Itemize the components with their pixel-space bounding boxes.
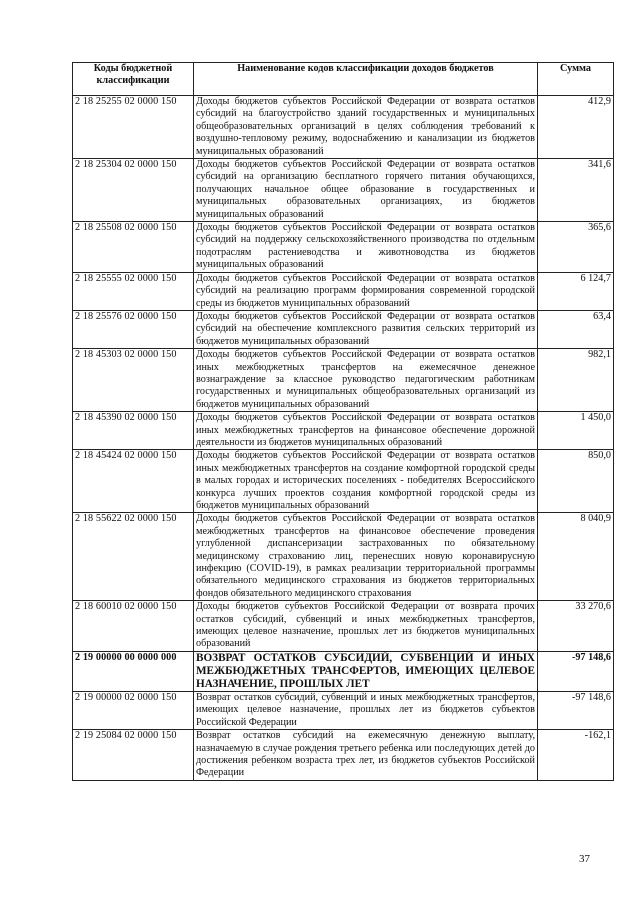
table-row-section-total xyxy=(73,651,614,691)
table-row xyxy=(73,96,614,159)
row-sum: 850,0 xyxy=(538,450,614,513)
table-row xyxy=(73,222,614,273)
row-code: 2 18 25576 02 0000 150 xyxy=(73,310,194,348)
row-description: Доходы бюджетов субъектов Российской Федерации от возврата прочих остатков субсидий, субвенций и иных межбюджетных трансфертов, имеющих целевое назначение, прошлых лет из бюджетов муниципальных образований xyxy=(194,601,538,652)
table-row xyxy=(73,349,614,412)
row-sum: 6 124,7 xyxy=(538,272,614,310)
row-description: Доходы бюджетов субъектов Российской Федерации от возврата остатков иных межбюджетных трансфертов на ежемесячное денежное вознаграждение за классное руководство педагогическим работникам государственных и муниципальных общеобразовательных организаций из бюджетов муниципальных образований xyxy=(194,349,538,412)
table-row xyxy=(73,159,614,222)
row-code: 2 18 25304 02 0000 150 xyxy=(73,159,194,222)
row-code: 2 18 45390 02 0000 150 xyxy=(73,412,194,450)
row-description: Доходы бюджетов субъектов Российской Федерации от возврата остатков субсидий на обеспечение комплексного развития сельских территорий из бюджетов муниципальных образований xyxy=(194,310,538,348)
row-sum: -97 148,6 xyxy=(538,691,614,729)
header-sum: Сумма xyxy=(538,63,614,96)
row-sum: -162,1 xyxy=(538,730,614,781)
row-sum: 33 270,6 xyxy=(538,601,614,652)
header-name: Наименование кодов классификации доходов бюджетов xyxy=(194,63,538,96)
row-code: 2 18 25555 02 0000 150 xyxy=(73,272,194,310)
row-description: Доходы бюджетов субъектов Российской Федерации от возврата остатков межбюджетных трансфертов на финансовое обеспечение проведения углубленной диспансеризации застрахованных по обязательному медицинскому страхованию лиц, перенесших новую коронавирусную инфекцию (COVID-19), в рамках реализации территориальной программы обязательного медицинского страхования из бюджетов территориальных фондов обязательного медицинского страхования xyxy=(194,513,538,601)
page-number: 37 xyxy=(579,853,590,865)
table-row xyxy=(73,513,614,601)
row-description: Доходы бюджетов субъектов Российской Федерации от возврата остатков субсидий на благоустройство зданий государственных и муниципальных общеобразовательных организаций в целях соблюдения требований к воздушно-тепловому режиму, водоснабжению и канализации из бюджетов муниципальных образований xyxy=(194,96,538,159)
row-sum: -97 148,6 xyxy=(538,651,614,691)
row-description: Доходы бюджетов субъектов Российской Федерации от возврата остатков иных межбюджетных трансфертов на финансовое обеспечение дорожной деятельности из бюджетов муниципальных образований xyxy=(194,412,538,450)
row-code: 2 18 55622 02 0000 150 xyxy=(73,513,194,601)
row-code: 2 19 00000 00 0000 000 xyxy=(73,651,194,691)
header-codes: Коды бюджетной классификации xyxy=(73,63,194,96)
table-row xyxy=(73,310,614,348)
table-header-row xyxy=(73,63,614,96)
row-code: 2 18 60010 02 0000 150 xyxy=(73,601,194,652)
row-description: Доходы бюджетов субъектов Российской Федерации от возврата остатков иных межбюджетных трансфертов на создание комфортной городской среды в малых городах и исторических поселениях - победителях Всероссийского конкурса лучших проектов создания комфортной городской среды из бюджетов муниципальных образований xyxy=(194,450,538,513)
row-description: ВОЗВРАТ ОСТАТКОВ СУБСИДИЙ, СУБВЕНЦИЙ И ИНЫХ МЕЖБЮДЖЕТНЫХ ТРАНСФЕРТОВ, ИМЕЮЩИХ ЦЕЛЕВОЕ НАЗНАЧЕНИЕ, ПРОШЛЫХ ЛЕТ xyxy=(194,651,538,691)
row-code: 2 18 45303 02 0000 150 xyxy=(73,349,194,412)
row-code: 2 19 25084 02 0000 150 xyxy=(73,730,194,781)
table-row xyxy=(73,730,614,781)
budget-classification-table xyxy=(72,62,614,781)
table-row xyxy=(73,691,614,729)
row-sum: 982,1 xyxy=(538,349,614,412)
row-sum: 8 040,9 xyxy=(538,513,614,601)
row-code: 2 18 45424 02 0000 150 xyxy=(73,450,194,513)
row-description: Доходы бюджетов субъектов Российской Федерации от возврата остатков субсидий на организацию бесплатного горячего питания обучающихся, получающих начальное общее образование в государственных и муниципальных образовательных организациях, из бюджетов муниципальных образований xyxy=(194,159,538,222)
table-row xyxy=(73,450,614,513)
row-code: 2 19 00000 02 0000 150 xyxy=(73,691,194,729)
row-description: Доходы бюджетов субъектов Российской Федерации от возврата остатков субсидий на поддержку сельскохозяйственного производства по отдельным подотраслям растениеводства и животноводства из бюджетов муниципальных образований xyxy=(194,222,538,273)
row-description: Доходы бюджетов субъектов Российской Федерации от возврата остатков субсидий на реализацию программ формирования современной городской среды из бюджетов муниципальных образований xyxy=(194,272,538,310)
row-sum: 341,6 xyxy=(538,159,614,222)
table-row xyxy=(73,272,614,310)
table-row xyxy=(73,601,614,652)
row-sum: 1 450,0 xyxy=(538,412,614,450)
row-sum: 63,4 xyxy=(538,310,614,348)
row-description: Возврат остатков субсидий на ежемесячную денежную выплату, назначаемую в случае рождения третьего ребенка или последующих детей до достижения ребенком возраста трех лет, из бюджетов субъектов Российской Федерации xyxy=(194,730,538,781)
row-sum: 365,6 xyxy=(538,222,614,273)
row-description: Возврат остатков субсидий, субвенций и иных межбюджетных трансфертов, имеющих целевое назначение, прошлых лет из бюджетов субъектов Российской Федерации xyxy=(194,691,538,729)
row-code: 2 18 25508 02 0000 150 xyxy=(73,222,194,273)
table-row xyxy=(73,412,614,450)
row-code: 2 18 25255 02 0000 150 xyxy=(73,96,194,159)
row-sum: 412,9 xyxy=(538,96,614,159)
